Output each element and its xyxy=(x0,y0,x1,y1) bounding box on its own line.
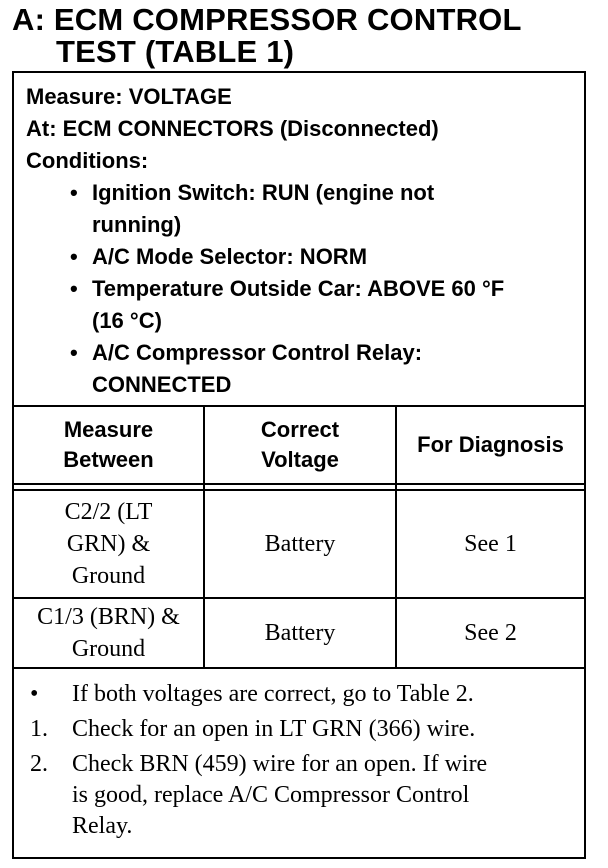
cell-text: Ground xyxy=(71,563,146,589)
header-measure-between xyxy=(14,407,203,483)
conditions-label: Conditions: xyxy=(26,148,149,173)
note-text: is good, replace A/C Compressor Control xyxy=(72,782,470,808)
header-text: Between xyxy=(63,447,154,472)
note-item xyxy=(26,679,578,710)
note-marker: 1. xyxy=(30,716,48,742)
title-line-2: TEST (TABLE 1) xyxy=(56,34,295,69)
condition-text: A/C Compressor Control Relay: xyxy=(92,340,423,365)
note-text: Check for an open in LT GRN (366) wire. xyxy=(72,716,476,742)
table-row-1-diagnosis xyxy=(397,491,584,597)
header-correct-voltage xyxy=(205,407,395,483)
note-item xyxy=(26,714,578,745)
note-text: If both voltages are correct, go to Table 2. xyxy=(72,681,474,707)
table-row-2-diagnosis xyxy=(397,599,584,667)
title-line-1: A: ECM COMPRESSOR CONTROL xyxy=(12,2,522,37)
condition-item xyxy=(26,273,576,337)
note-marker: • xyxy=(30,681,39,707)
condition-item xyxy=(26,177,576,241)
header-for-diagnosis xyxy=(397,407,584,483)
header-text: Voltage xyxy=(261,447,339,472)
page-title xyxy=(12,4,592,68)
divider xyxy=(14,667,584,669)
conditions-list xyxy=(26,177,576,401)
diagnosis-notes xyxy=(26,679,578,846)
table-row-2-between xyxy=(14,599,203,667)
condition-text: (16 °C) xyxy=(92,308,162,333)
table-row-1-between xyxy=(14,491,203,597)
table-row-2-voltage xyxy=(205,599,395,667)
cell-text: Battery xyxy=(264,620,336,646)
note-text: Relay. xyxy=(72,813,133,839)
at-line: At: ECM CONNECTORS (Disconnected) xyxy=(26,116,439,141)
cell-text: Battery xyxy=(264,531,336,557)
measure-line: Measure: VOLTAGE xyxy=(26,84,232,109)
bullet-icon: • xyxy=(70,180,78,205)
condition-item xyxy=(26,337,576,401)
cell-text: C2/2 (LT xyxy=(64,499,153,525)
test-table-frame xyxy=(12,71,586,859)
header-double-rule-top xyxy=(14,483,584,485)
table-row-1-voltage xyxy=(205,491,395,597)
cell-text: C1/3 (BRN) & xyxy=(37,604,180,630)
header-text: Measure xyxy=(63,417,154,442)
bullet-icon: • xyxy=(70,276,78,301)
condition-text: Temperature Outside Car: ABOVE 60 °F xyxy=(92,276,505,301)
cell-text: GRN) & xyxy=(66,531,151,557)
condition-text: CONNECTED xyxy=(92,372,232,397)
cell-text: See 1 xyxy=(464,531,517,557)
header-text: For Diagnosis xyxy=(417,432,564,457)
header-text: Correct xyxy=(260,417,340,442)
note-item xyxy=(26,749,578,842)
note-text: Check BRN (459) wire for an open. If wire xyxy=(72,751,488,777)
condition-text: A/C Mode Selector: NORM xyxy=(92,244,368,269)
note-marker: 2. xyxy=(30,751,48,777)
condition-item xyxy=(26,241,576,273)
cell-text: Ground xyxy=(71,636,146,662)
conditions-block xyxy=(26,81,576,401)
bullet-icon: • xyxy=(70,340,78,365)
bullet-icon: • xyxy=(70,244,78,269)
condition-text: running) xyxy=(92,212,182,237)
cell-text: See 2 xyxy=(464,620,517,646)
condition-text: Ignition Switch: RUN (engine not xyxy=(92,180,435,205)
